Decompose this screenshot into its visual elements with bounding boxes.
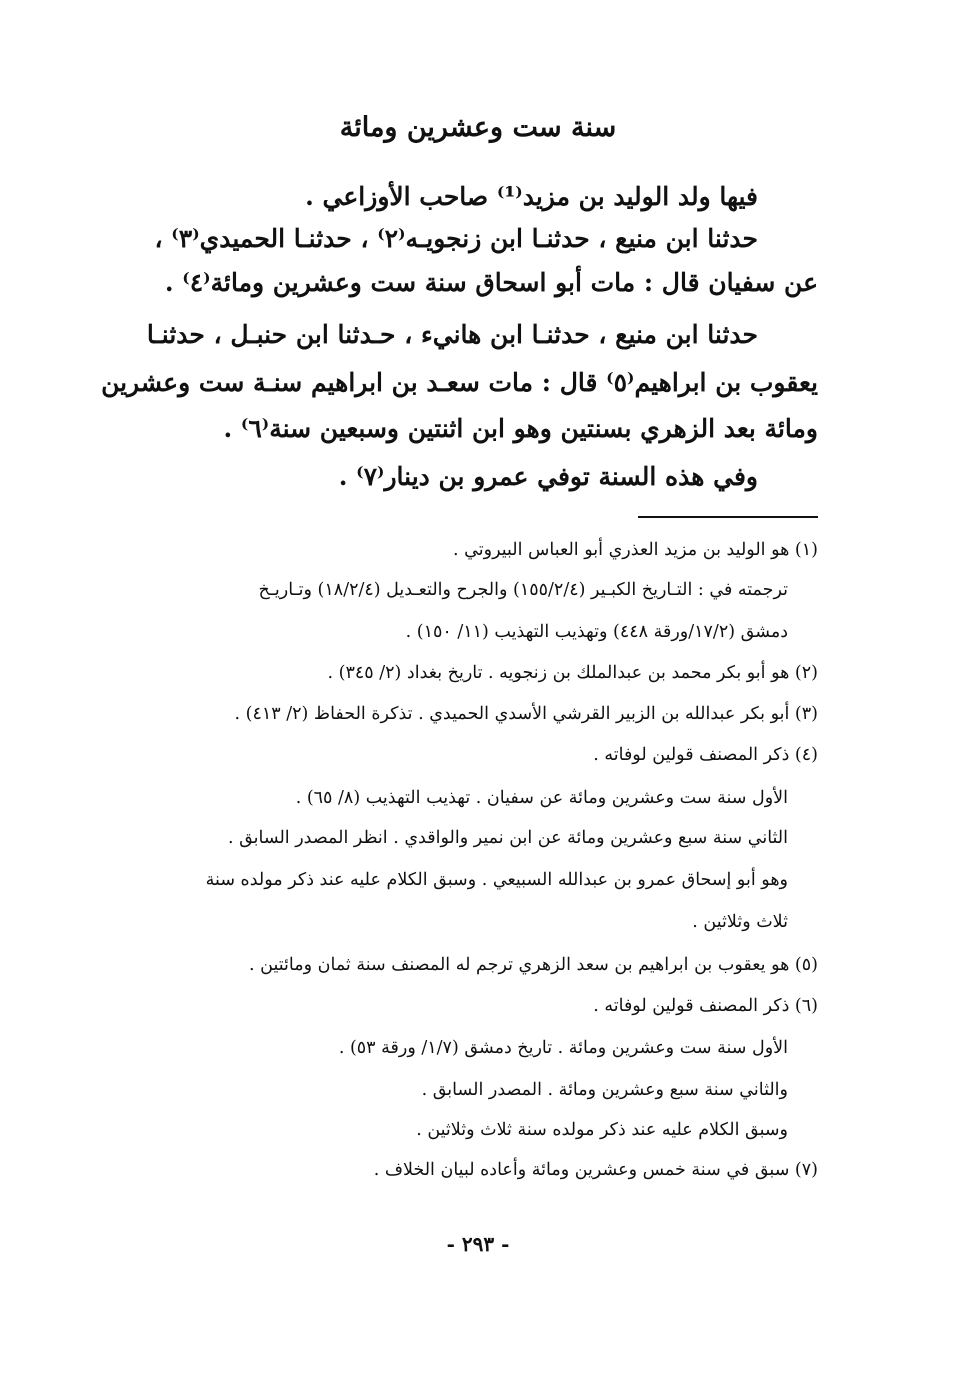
footnote-line: (٦) ذكر المصنف قولين لوفاته .: [593, 996, 818, 1016]
footnote-separator: [638, 516, 818, 518]
main-text: [101, 0, 818, 520]
main-line: فيها ولد الوليد بن مزيد⁽¹⁾ صاحب الأوزاعي .: [305, 182, 758, 211]
footnote-line: ترجمته في : التـاريخ الكبـير (١٥٥/٢/٤) والجرح والتعـديل (١٨/٢/٤) وتـاريـخ: [258, 580, 788, 600]
footnote-line: وسبق الكلام عليه عند ذكر مولده سنة ثلاث وثلاثين .: [416, 1120, 788, 1140]
footnote-line: والثاني سنة سبع وعشرين ومائة . المصدر السابق .: [421, 1080, 788, 1100]
footnote-line: ثلاث وثلاثين .: [692, 912, 788, 932]
main-line: عن سفيان قال : مات أبو اسحاق سنة ست وعشرين ومائة⁽٤⁾ .: [164, 268, 818, 297]
footnote-line: وهو أبو إسحاق عمرو بن عبدالله السبيعي . وسبق الكلام عليه عند ذكر مولده سنة: [205, 870, 788, 890]
main-line: ومائة بعد الزهري بسنتين وهو ابن اثنتين وسبعين سنة⁽٦⁾ .: [223, 414, 818, 443]
main-line: حدثنا ابن منيع ، حدثنـا ابن زنجويـه⁽٢⁾ ، حدثنـا الحميدي⁽٣⁾ ،: [154, 224, 758, 253]
footnote-line: (٧) سبق في سنة خمس وعشرين ومائة وأعاده لبيان الخلاف .: [373, 1160, 818, 1180]
footnote-line: (١) هو الوليد بن مزيد العذري أبو العباس البيروتي .: [453, 540, 818, 560]
main-line: وفي هذه السنة توفي عمرو بن دينار⁽٧⁾ .: [338, 462, 758, 491]
footnote-line: الأول سنة ست وعشرين ومائة عن سفيان . تهذيب التهذيب (٨/ ٦٥) .: [295, 788, 788, 808]
page-number: - ٢٩٣ -: [446, 1232, 510, 1256]
footnote-line: (٣) أبو بكر عبدالله بن الزبير القرشي الأسدي الحميدي . تذكرة الحفاظ (٢/ ٤١٣) .: [234, 704, 818, 724]
main-line: حدثنا ابن منيع ، حدثنـا ابن هانيء ، حـدثنا ابن حنبـل ، حدثنـا: [146, 320, 758, 349]
footnote-line: (٢) هو أبو بكر محمد بن عبدالملك بن زنجويه . تاريخ بغداد (٢/ ٣٤٥) .: [327, 663, 818, 683]
footnote-line: الثاني سنة سبع وعشرين ومائة عن ابن نمير والواقدي . انظر المصدر السابق .: [227, 828, 788, 848]
footnote-line: الأول سنة ست وعشرين ومائة . تاريخ دمشق (١/٧/ ورقة ٥٣) .: [338, 1038, 788, 1058]
page-title: سنة ست وعشرين ومائة: [339, 112, 617, 143]
footnote-line: (٤) ذكر المصنف قولين لوفاته .: [593, 745, 818, 765]
main-line: يعقوب بن ابراهيم⁽٥⁾ قال : مات سعـد بن ابراهيم سنـة ست وعشرين: [101, 368, 818, 397]
footnote-line: دمشق (١٧/٢/ورقة ٤٤٨) وتهذيب التهذيب (١١/ ١٥٠) .: [405, 622, 788, 642]
footnote-line: (٥) هو يعقوب بن ابراهيم بن سعد الزهري ترجم له المصنف سنة ثمان ومائتين .: [249, 955, 818, 975]
